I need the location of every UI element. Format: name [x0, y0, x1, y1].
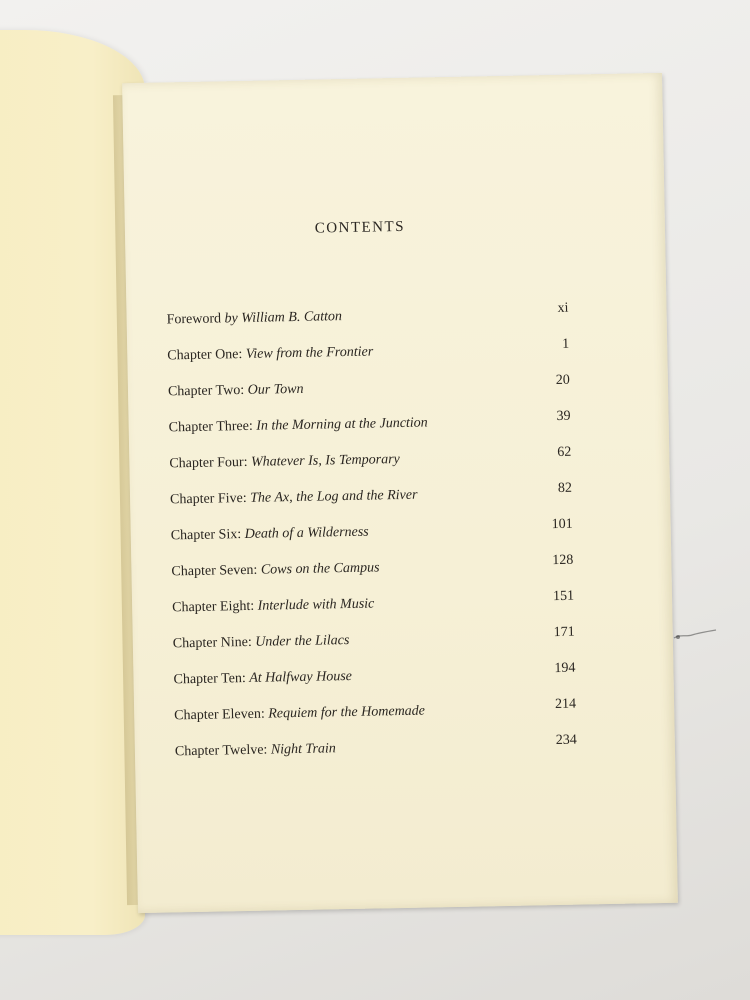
chapter-number: Chapter Eight: — [172, 598, 258, 616]
toc-entry — [175, 733, 578, 777]
table-of-contents — [166, 301, 577, 777]
toc-entry-label — [169, 452, 400, 472]
chapter-number: Chapter Twelve: — [174, 742, 272, 760]
chapter-title: Under the Lilacs — [255, 633, 350, 650]
toc-entry-label — [171, 560, 379, 580]
chapter-number: Chapter Nine: — [172, 634, 256, 652]
chapter-title: View from the Frontier — [245, 344, 374, 362]
toc-entry-label — [166, 309, 342, 328]
page-number: 151 — [552, 588, 575, 605]
chapter-number: Foreword — [166, 311, 225, 328]
page-number: 101 — [551, 516, 573, 533]
page-number: 214 — [554, 696, 577, 713]
chapter-title: Death of a Wilderness — [244, 524, 369, 542]
chapter-title: At Halfway House — [249, 668, 353, 686]
chapter-title: The Ax, the Log and the River — [250, 487, 418, 506]
chapter-number: Chapter One: — [167, 346, 246, 364]
toc-entry-label — [170, 488, 418, 509]
chapter-title: Cows on the Campus — [260, 560, 380, 578]
page-number: 194 — [554, 660, 576, 677]
page-number: 128 — [552, 552, 574, 569]
page-number: 1 — [562, 336, 570, 352]
contents-page — [122, 73, 678, 913]
toc-entry-label — [168, 382, 304, 401]
toc-entry-label — [169, 415, 428, 436]
chapter-number: Chapter Three: — [168, 418, 257, 436]
toc-entry-label — [172, 597, 374, 617]
page-number: 39 — [556, 408, 571, 424]
toc-entry-label — [175, 741, 336, 760]
toc-entry-label — [174, 704, 425, 725]
chapter-number: Chapter Six: — [170, 526, 245, 544]
page-number: 82 — [557, 480, 573, 496]
chapter-number: Chapter Five: — [169, 490, 251, 508]
chapter-number: Chapter Ten: — [173, 670, 250, 688]
toc-entry-label — [173, 669, 352, 688]
toc-entry-label — [167, 344, 373, 364]
chapter-number: Chapter Seven: — [171, 562, 262, 580]
page-number: xi — [557, 300, 569, 316]
page-number: 20 — [555, 372, 571, 388]
chapter-title: Night Train — [270, 741, 336, 758]
chapter-title: by William B. Catton — [224, 309, 343, 327]
ink-smudge — [672, 628, 718, 642]
chapter-title: In the Morning at the Junction — [256, 415, 428, 434]
chapter-title: Our Town — [247, 381, 304, 398]
chapter-number: Chapter Two: — [167, 382, 248, 400]
toc-entry-label — [171, 525, 369, 545]
chapter-title: Whatever Is, Is Temporary — [250, 451, 400, 470]
page-number: 234 — [555, 732, 577, 749]
chapter-title: Interlude with Music — [257, 596, 375, 614]
page-number: 171 — [553, 624, 575, 641]
chapter-number: Chapter Four: — [169, 454, 252, 472]
page-heading: CONTENTS — [314, 218, 406, 237]
page-number: 62 — [557, 444, 572, 460]
chapter-title: Requiem for the Homemade — [268, 703, 426, 722]
toc-entry-label — [173, 633, 350, 652]
chapter-number: Chapter Eleven: — [174, 706, 269, 724]
